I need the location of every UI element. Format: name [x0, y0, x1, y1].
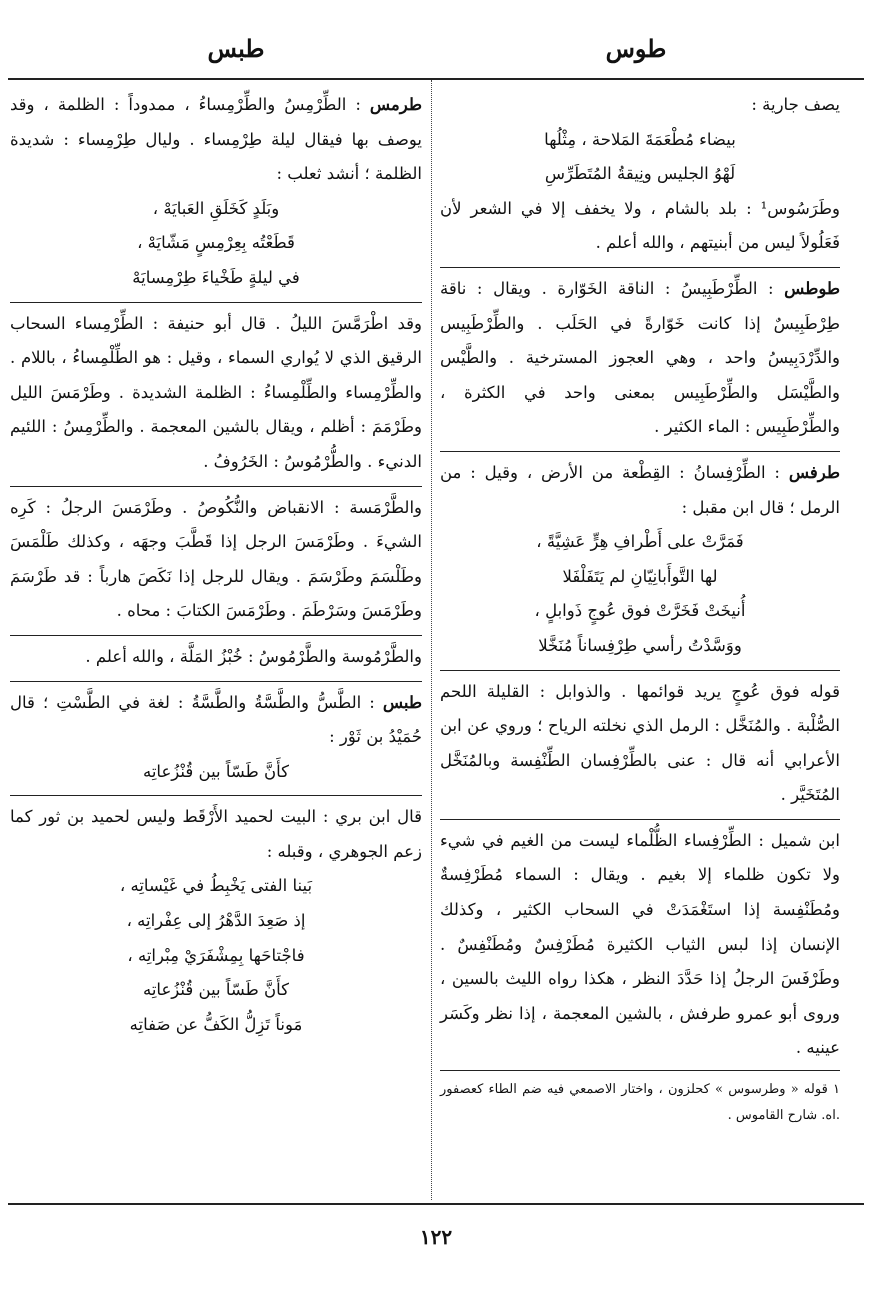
paragraph: قال ابن بري : البيت لحميد الأَرْقَط وليس لحميد بن ثور كما زعم الجوهري ، وقبله : — [10, 807, 422, 861]
page-number: ١٢٢ — [419, 1225, 453, 1249]
entry-separator — [440, 267, 840, 268]
paragraph: والطَّرْمَسة : الانقباض والنُّكُوصُ . وطَرْمَسَ الرجلُ : كَرِه الشيءَ . وطَرْمَسَ الرجل إذا قَطَّبَ وجهَه ، وكذلك طَلْمَسَ وطَلْسَمَ وطَرْسَمَ . ويقال للرجل إذا نَكَصَ هارباً : قد طَرْسَمَ وطَرْمَسَ وسَرْطَمَ . وطَرْمَسَ الكتابَ : محاه . — [10, 497, 422, 621]
footer-rule — [8, 1203, 864, 1205]
verse-line: كأَنَّ طَسّاً بين قُنْزُعاتِه — [142, 980, 290, 1000]
verse-line: لَهْوُ الجليس ونِيقةُ المُتَطَرِّسِ — [544, 164, 736, 184]
entry-paragraph — [10, 88, 422, 192]
entry-text: : الطِّرْفِسانُ : القِطْعة من الأرض ، وقيل : من الرمل ؛ قال ابن مقبل : — [440, 462, 840, 517]
verse-line: كأَنَّ طَسّاً بين قُنْزُعاتِه — [142, 761, 290, 781]
verse-line: لها التَّوأَبانِيّانِ لم يَتَفَلْفَلا — [562, 566, 718, 586]
running-header-right: طوس — [605, 34, 667, 63]
text-line: يصف جارية : — [751, 95, 840, 114]
verse-line: فاجْتاحَها بِمِشْفَرَيْ مِبْراتِه ، — [127, 945, 305, 965]
paragraph: والطَّرْمُوسة والطَّرْمُوسُ : خُبْزُ المَلَّة ، والله أعلم . — [85, 646, 422, 666]
verse-line: ووَسَّدْتُ رأسي طِرْفِساناً مُنَخَّلا — [538, 635, 742, 655]
entry-separator — [10, 302, 422, 303]
headword: طرمس — [369, 95, 422, 114]
verse-line: بَينا الفتى يَخْبِطُ في غَيْساتِه ، — [119, 876, 313, 896]
entry-text: : الطِّرْمِسُ والطِّرْمِساءُ ، ممدوداً : الظلمة ، وقد يوصف بها فيقال ليلة طِرْمِساء . وليال طِرْمِساء : شديدة الظلمة ؛ أنشد ثعلب : — [10, 95, 422, 184]
verse-line: مَوناً تَزِلُّ الكَفُّ عن صَفاتِه — [129, 1014, 303, 1034]
verse-line: وبَلَدٍ كَخَلَقِ العَبايَهْ ، — [152, 198, 280, 218]
footnote: ١ قوله « وطرسوس » كحلزون ، واختار الاصمعي فيه ضم الطاء كعصفور .اه. شارح القاموس . — [440, 1082, 840, 1124]
verse-line: بيضاء مُطْعَمَةَ المَلاحة ، مِثْلُها — [544, 129, 736, 149]
entry-separator — [10, 635, 422, 636]
entry-separator — [10, 486, 422, 487]
entry-paragraph — [440, 272, 840, 445]
entry-text: : الطِّرْطَبِيسُ : الناقة الخَوّارة . ويقال : ناقة طِرْطَبِيسٌ إذا كانت خَوّارةً في الحَلَب . والطِّرْطَبِيس والدِّرْدَبِيسُ واحد ، وهي العجوز المسترخية . والطَّيْس والطَّيْسَل والطِّرْطَبِيس بمعنى واحد في الكثرة ، والطِّرْطَبِيس : الماء الكثير . — [440, 278, 840, 437]
verse-line: في ليلةٍ طَخْياءَ طِرْمِسايَهْ — [132, 267, 300, 287]
headword: طرفس — [788, 462, 840, 482]
entry-separator — [10, 681, 422, 682]
entry-paragraph — [10, 686, 422, 755]
verse-line: إذ صَعِدَ الدَّهْرُ إلى عِفْراتِه ، — [126, 911, 306, 931]
verse-line: فَمَرَّتْ على أَطْرافِ هِرٍّ عَشِيَّةً ، — [536, 532, 744, 552]
header-rule — [8, 78, 864, 80]
paragraph: قوله فوق عُوجٍ يريد قوائمها . والذوابل : القليلة اللحم الصُّلْبة . والمُنَخَّل : الرمل الذي نخلته الرياح ؛ وروي عن ابن الأعرابي أنه قال : عنى بالطِّرْفِسان الطِّنْفِسة وبالمُنَخَّل المُتَخَيَّر . — [440, 681, 840, 805]
entry-text: : الطَّسُّ والطَّسَّةُ والطَّسَّةُ : لغة في الطَّسْتِ ؛ قال حُمَيْدُ بن ثَوْر : — [10, 692, 422, 747]
entry-separator — [10, 795, 422, 796]
paragraph: وطَرَسُوس¹ : بلد بالشام ، ولا يخفف إلا في الشعر لأن فَعَلُولاً ليس من أبنيتهم ، والله أعلم . — [440, 198, 840, 253]
right-column — [440, 88, 840, 1129]
paragraph: ابن شميل : الطِّرْفِساء الظُّلْماء ليست من الغيم في شيء ولا تكون ظلماء إلا بغيم . ويقال : السماء مُطَرْفِسةٌ ومُطَنْفِسة إذا استَغْمَدَتْ في السحاب الكثير ، وكذلك الإنسان إذا لبس الثياب الكثيرة مُطَرْفِسٌ ومُطَنْفِسٌ . وطَرْفَسَ الرجلُ إذا حَدَّدَ النظر ، هكذا رواه الليث بالسين ، وروى أبو عمرو طرفش ، بالشين المعجمة ، إذا نظر وكَسَر عينيه . — [440, 830, 840, 1058]
verse-line: قَطَعْتُه بِعِرْمِسٍ مَشّايَهْ ، — [137, 233, 295, 253]
headword: طبس — [382, 692, 422, 712]
headword: طوطس — [784, 278, 840, 298]
column-divider — [431, 80, 432, 1200]
footnote-rule — [440, 1070, 840, 1071]
entry-separator — [440, 451, 840, 452]
entry-paragraph — [440, 456, 840, 525]
entry-separator — [440, 670, 840, 671]
left-column — [10, 88, 422, 1042]
paragraph: وقد اطْرَمَّسَ الليلُ . قال أبو حنيفة : الطِّرْمِساء السحاب الرقيق الذي لا يُواري السماء ، وقيل : هو الطِّلْمِساءُ ، باللام . والطِّرْمِساء والطِّلْمِساءُ : الظلمة الشديدة . وطَرْمَسَ الليل وطَرْمَمَ : أظلم ، ويقال بالشين المعجمة . والطِّرْمِسُ : اللئيم الدنيء . والطُّرْمُوسُ : الخَرُوفُ . — [10, 313, 422, 471]
verse-line: أُنيخَتْ فَخَرَّتْ فوق عُوجٍ ذَوابلٍ ، — [534, 601, 746, 621]
entry-separator — [440, 819, 840, 820]
running-header-left: طبس — [207, 34, 265, 63]
